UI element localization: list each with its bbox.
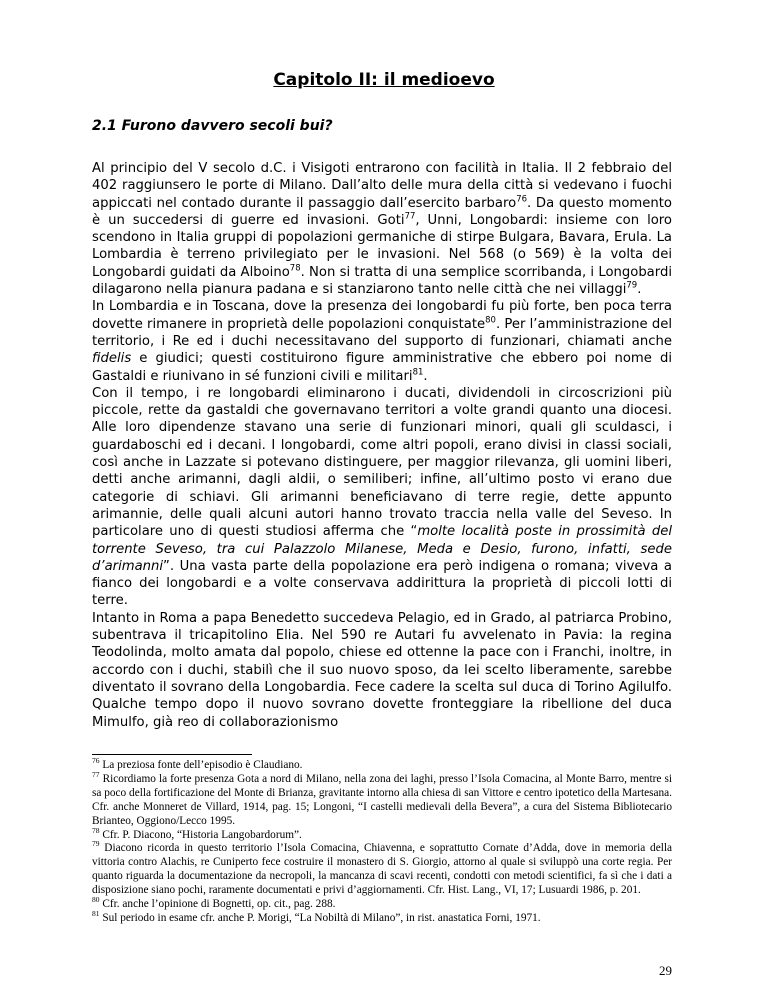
footnote-ref: 80 (485, 315, 496, 326)
body-text (92, 160, 672, 731)
footnotes (92, 756, 673, 926)
footnote (92, 895, 672, 912)
footnote-number: 81 (92, 909, 100, 919)
footnote-separator (92, 754, 252, 755)
paragraph (92, 385, 672, 610)
footnote (92, 825, 672, 843)
footnote-number: 79 (92, 839, 100, 849)
footnote (92, 909, 672, 926)
paragraph-text: , Unni, Longobardi: insieme con loro scendono in Italia gruppi di popolazioni germaniche di stirpe Bulgara, Bavara, Erula. La Lombardia è terreno privilegiato per le invasioni. Nel 568 (o 569) è la volta dei Longobardi guidati da Alboino (92, 212, 672, 280)
paragraph-text: e giudici; questi costituirono figure amministrative che ebbero poi nome di Gastaldi e riunivano in sé funzioni civili e militari (92, 351, 672, 384)
footnote-ref: 81 (412, 367, 424, 378)
footnote-ref: 79 (626, 280, 638, 291)
paragraph (92, 298, 672, 384)
page-number: 29 (659, 963, 672, 978)
paragraph-text: Al principio del V secolo d.C. i Visigoti entrarono con facilità in Italia. Il 2 febbraio del 402 raggiunsero le porte di Milano. Dall’alto delle mura della città si vedevano i fuochi appiccati nel contado durante il passaggio dall’esercito barbaro (92, 161, 672, 211)
paragraph (92, 160, 672, 298)
paragraph: Intanto in Roma a papa Benedetto succedeva Pelagio, ed in Grado, al patriarca Probino, subentrava il tricapitolino Elia. Nel 590 re Autari fu avvelenato in Pavia: la regina Teodolinda, molto amata dal popolo, chiese ed ottenne la pace con i Franchi, inoltre, in accordo con i duchi, stabilì che il suo nuovo sposo, da lei scelto liberamente, sarebbe diventato il sovrano della Longobardia. Fece cadere la scelta sul duca di Torino Agilulfo. Qualche tempo dopo il nuovo sovrano dovette fronteggiare la ribellione del duca Mimulfo, già reo di collaborazionismo (92, 610, 672, 730)
italic-term: fidelis (92, 351, 132, 367)
chapter-title: Capitolo II: il medioevo (273, 70, 495, 90)
footnote-ref: 76 (516, 194, 528, 205)
footnote-ref: 77 (404, 211, 416, 222)
footnote-number: 78 (92, 825, 100, 835)
paragraph-text: . Per l’amministrazione del territorio, i Re ed i duchi necessitavano del supporto di funzionari, chiamati anche (92, 316, 673, 349)
footnote-number: 77 (92, 770, 100, 780)
footnote-text: La preziosa fonte dell’episodio è Claudiano. (102, 759, 303, 771)
section-heading: 2.1 Furono davvero secoli bui? (92, 118, 333, 134)
footnote-text: Sul periodo in esame cfr. anche P. Morigi, “La Nobiltà di Milano”, in rist. anastatica Forni, 1971. (102, 911, 541, 924)
paragraph-text: . Da questo momento è un succedersi di guerre ed invasioni. Goti (92, 195, 672, 228)
footnote-text: Cfr. P. Diacono, “Historia Langobardorum”. (102, 828, 302, 841)
footnote (92, 756, 672, 773)
footnote-text: Cfr. anche l’opinione di Bognetti, op. cit., pag. 288. (102, 898, 336, 911)
paragraph-text: . (423, 368, 428, 384)
footnote-number: 80 (92, 895, 100, 905)
paragraph-text: ”. Una vasta parte della popolazione era però indigena o romana; viveva a fianco dei longobardi e a volte conservava addirittura la proprietà di piccoli lotti di terre. (92, 558, 672, 609)
paragraph-text: . (637, 282, 642, 298)
paragraph-text: In Lombardia e in Toscana, dove la presenza dei longobardi fu più forte, ben poca terra dovette rimanere in proprietà delle popolazioni conquistate (92, 299, 672, 332)
italic-quote: molte località poste in prossimità del torrente Seveso, tra cui Palazzolo Milanese, Meda e Desio, furono, infatti, sede d’arimanni (92, 524, 672, 574)
footnote-text: Ricordiamo la forte presenza Gota a nord di Milano, nella zona dei laghi, presso l’Isola Comacina, al Monte Barro, mentre si sa poco della fortificazione del Monte di Brianza, gravitante intorno alla chiesa di san Vittore e centro ipotetico della Martesana. Cfr. anche Monneret de Villard, 1914, pag. 15; Longoni, “I castelli medievali della Bevera”, a cura del Sistema Bibliotecario Brianteo, Oggiono/Lecco 1995. (92, 772, 672, 827)
footnote (92, 839, 673, 898)
footnote-number: 76 (92, 756, 100, 766)
paragraph-text: . Non si tratta di una semplice scorribanda, i Longobardi dilagarono nella pianura padana e si stanziarono tanto nelle città che nei villaggi (92, 264, 672, 298)
footnote-text: Diacono ricorda in questo territorio l’Isola Comacina, Chiavenna, e soprattutto Cornate d’Adda, dove in memoria della vittoria contro Alachis, re Cuniperto fece costruire il monastero di S. Giorgio, attorno al quale si sviluppò una corte regia. Per quanto riguarda la documentazione da necropoli, la mancanza di scavi recenti, condotti con metodi scientifici, fa sì che i dati a disposizione siano pochi, raramente documentati e privi d’aggiornamenti. Cfr. Hist. Lang., VI, 17; Lusuardi 1986, p. 201. (92, 842, 673, 897)
footnote-ref: 78 (289, 263, 301, 274)
paragraph-text: Con il tempo, i re longobardi eliminarono i ducati, dividendoli in circoscrizioni più piccole, rette da gastaldi che governavano territori a volte grandi quanto una diocesi. Alle loro dipendenze stavano una serie di funzionari minori, quali gli sculdasci, i guardaboschi ed i decani. I longobardi, come altri popoli, erano divisi in classi sociali, così anche in Lazzate si potevano distinguere, per maggior rilevanza, gli uomini liberi, detti anche arimanni, dagli aldii, o semiliberi; infine, all’ultimo posto vi erano due categorie di schiavi. Gli arimanni beneficiavano di terre regie, dette appunto arimannie, delle quali alcuni autori hanno trovato traccia nella valle del Seveso. In particolare uno di questi studiosi afferma che “ (92, 385, 672, 540)
footnote (92, 770, 672, 829)
